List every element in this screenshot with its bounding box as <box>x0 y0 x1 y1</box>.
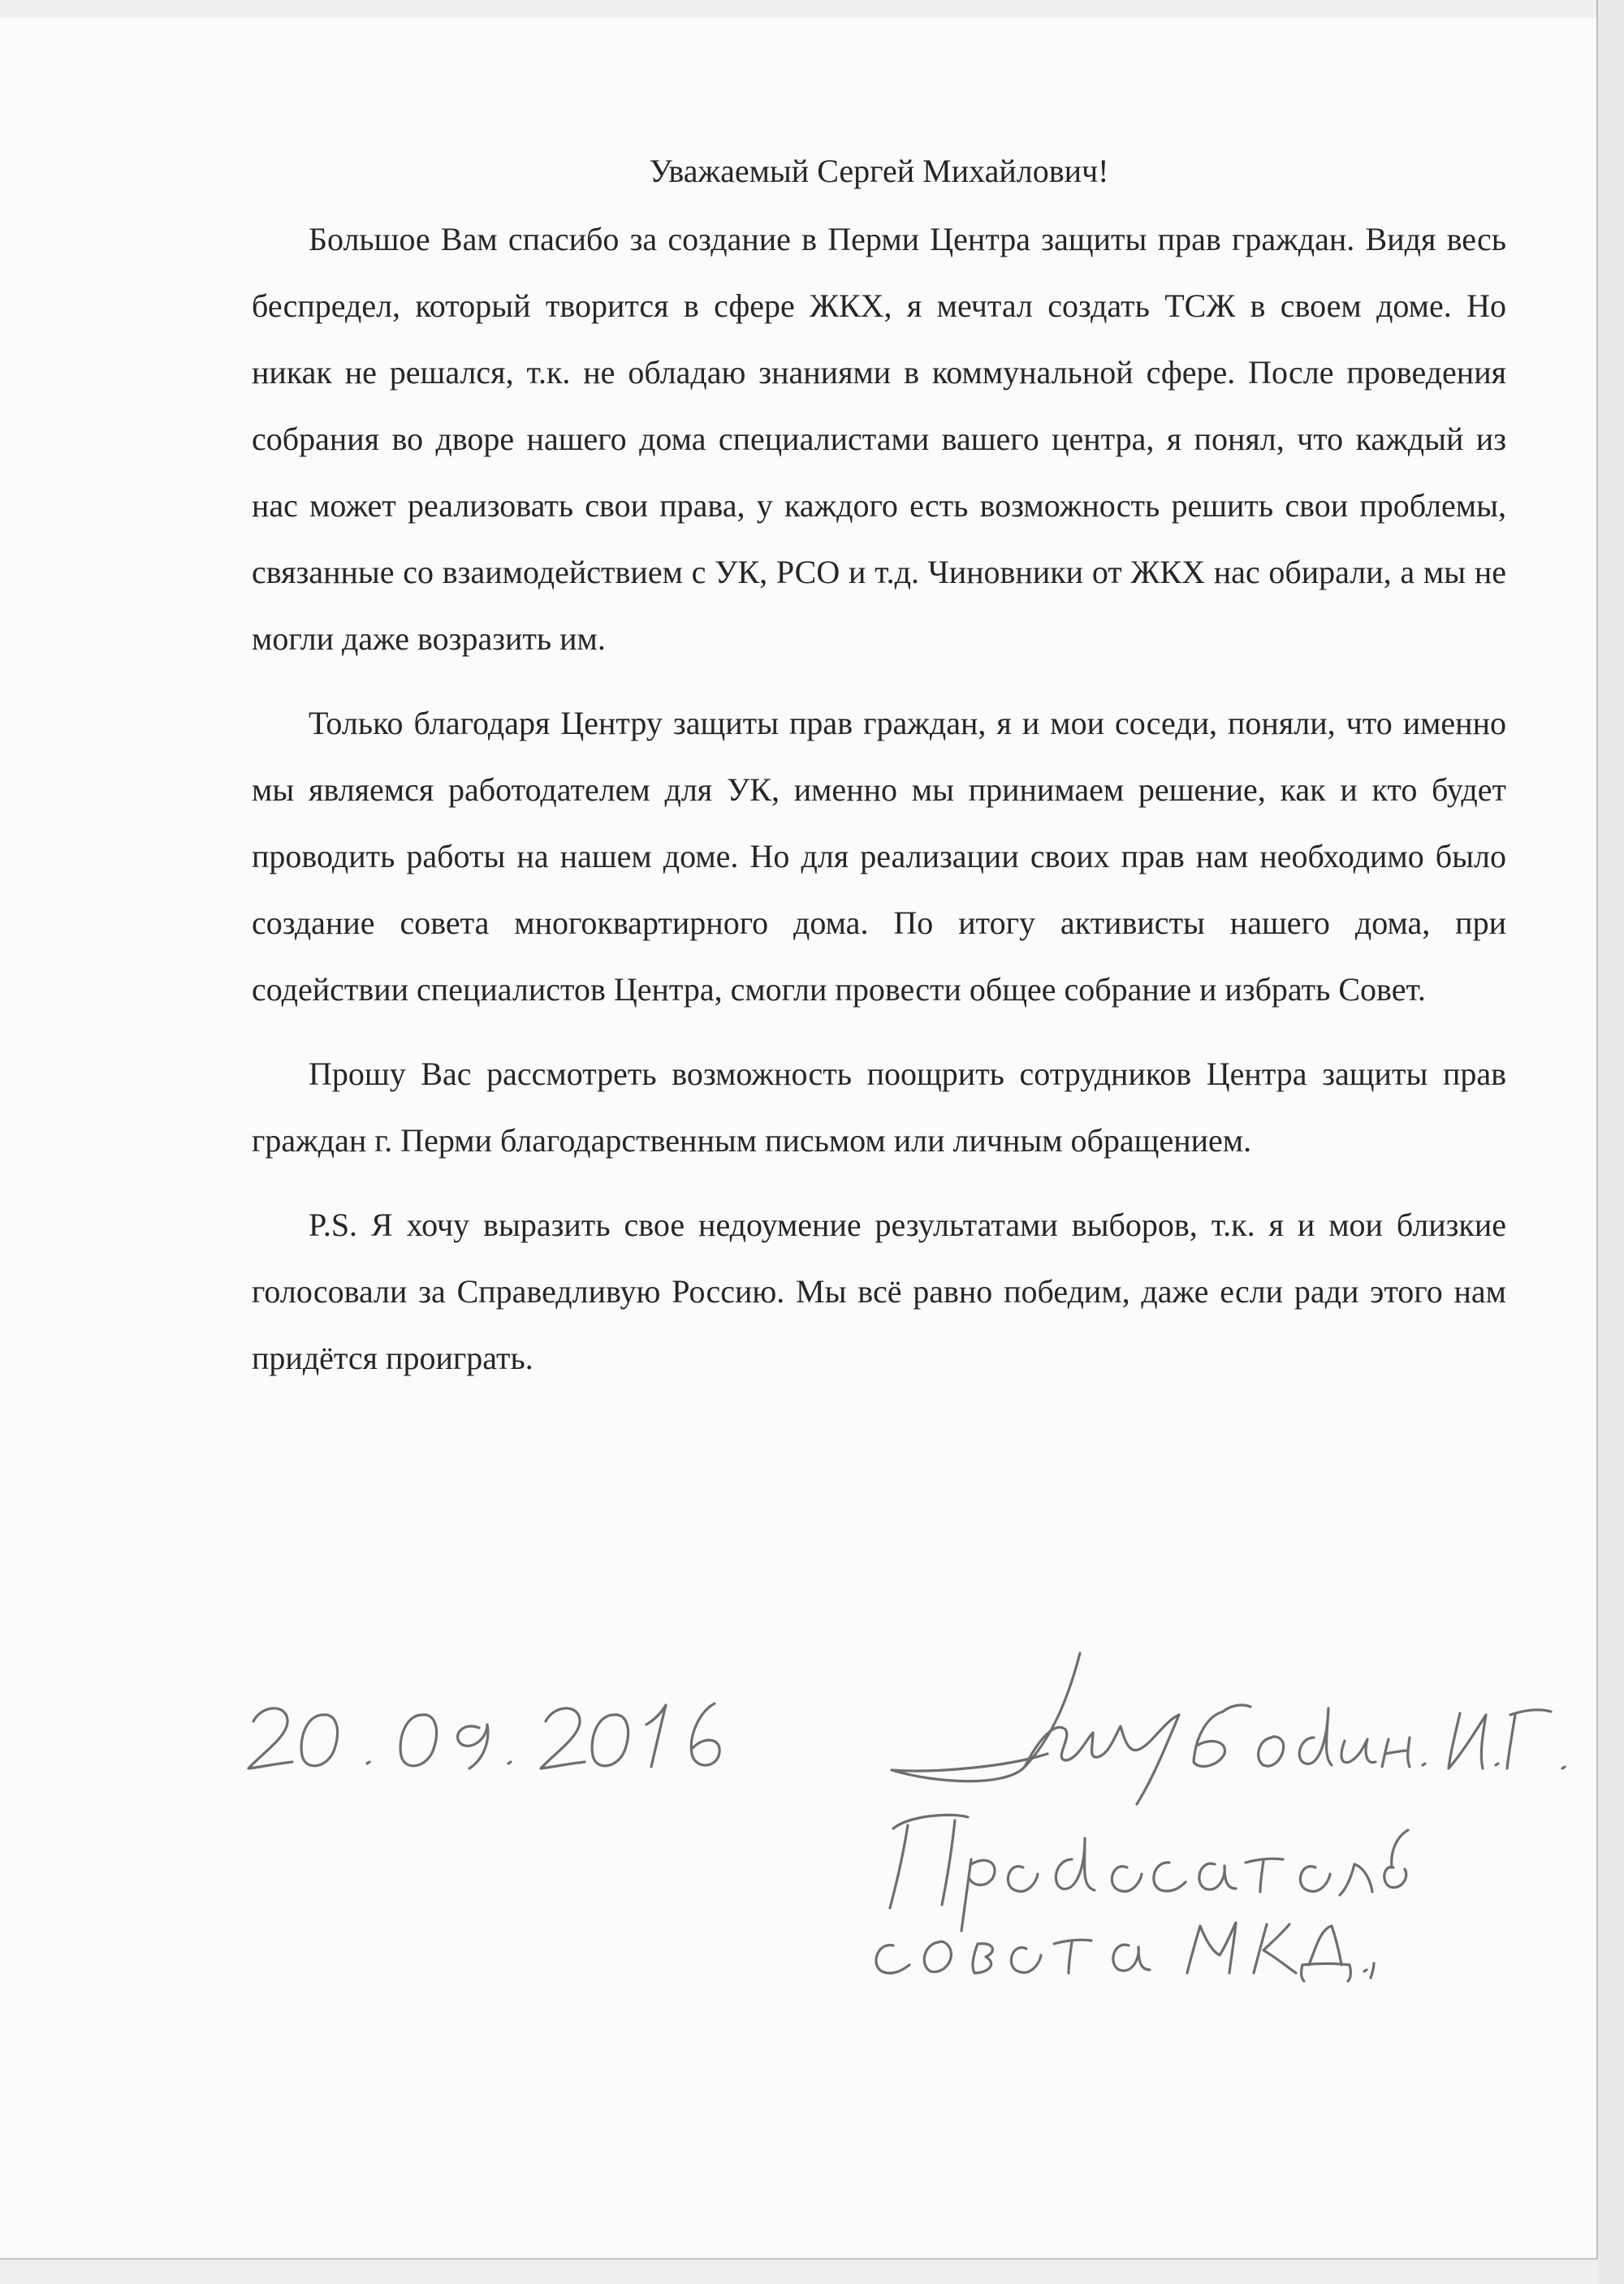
paragraph-postscript: P.S. Я хочу выразить свое недоумение результатами выборов, т.к. я и мои близкие голосовали за Справедливую Россию. Мы всё равно победим, даже если ради этого нам придётся проиграть. <box>252 1207 1506 1376</box>
paragraph-request: Прошу Вас рассмотреть возможность поощрить сотрудников Центра защиты прав граждан г. Перми благодарственным письмом или личным обращением. <box>252 1056 1506 1159</box>
handwritten-title-line1 <box>890 1815 1408 1931</box>
signature-scribble <box>892 1653 1179 1804</box>
paragraph-council: Только благодаря Центру защиты прав граждан, я и мои соседи, поняли, что именно мы являемся работодателем для УК, именно мы принимаем решение, как и кто будет проводить работы на нашем доме. Но для реализации своих прав нам необходимо было создание совета многоквартирного дома. По итогу активисты нашего дома, при содействии специалистов Центра, смогли провести общее собрание и избрать Совет. <box>252 705 1506 1008</box>
handwritten-title-line2 <box>876 1923 1374 1981</box>
paragraph-gratitude: Большое Вам спасибо за создание в Перми Центра защиты прав граждан. Видя весь беспредел, который творится в сфере ЖКХ, я мечтал создать ТСЖ в своем доме. Но никак не решался, т.к. не обладаю знаниями в коммунальной сфере. После проведения собрания во дворе нашего дома специалистами вашего центра, я понял, что каждый из нас может реализовать свои права, у каждого есть возможность решить свои проблемы, связанные со взаимодействием с УК, РСО и т.д. Чиновники от ЖКХ нас обирали, а мы не могли даже возразить им. <box>252 221 1506 657</box>
handwritten-date <box>248 1703 719 1768</box>
scan-edge-right <box>1596 0 1624 2284</box>
handwritten-signer-name <box>1194 1705 1565 1768</box>
salutation: Уважаемый Сергей Михайлович! <box>649 153 1109 189</box>
